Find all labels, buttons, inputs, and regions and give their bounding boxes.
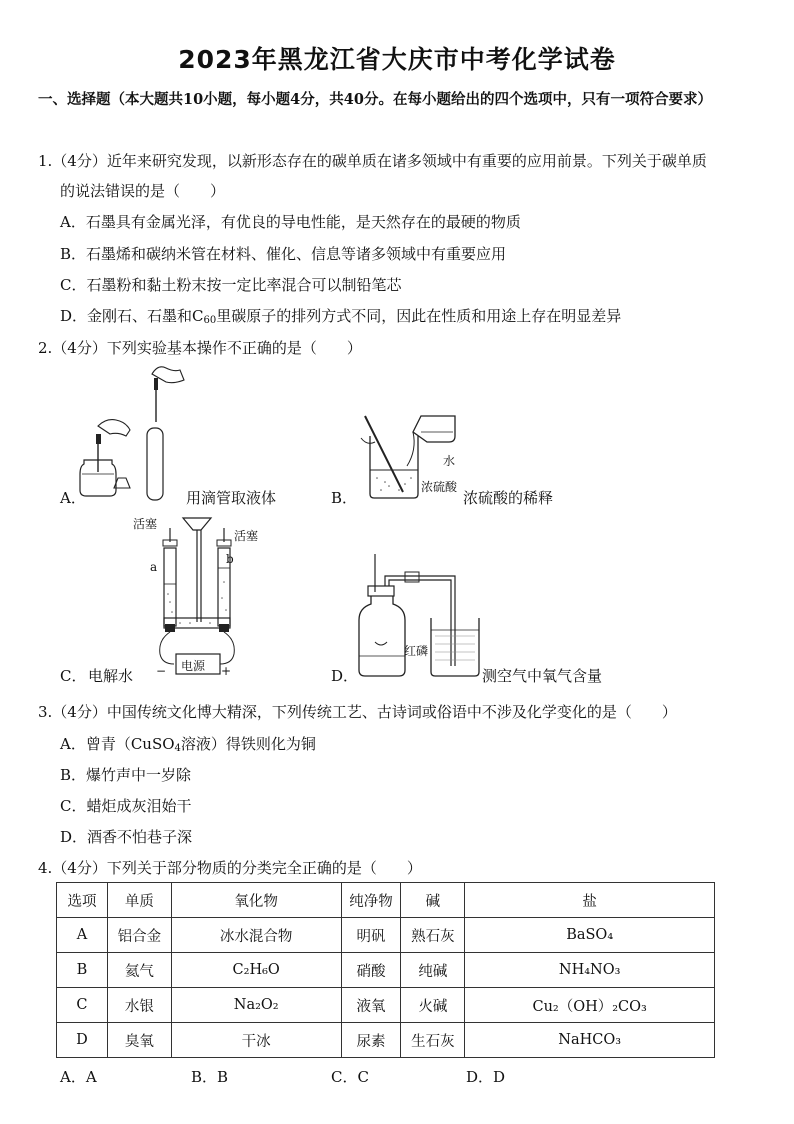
table-cell: BaSO₄ — [465, 918, 715, 953]
dropper-figure — [70, 360, 200, 505]
q2-option-a-letter: A． — [60, 489, 86, 507]
q2-option-a-caption: 用滴管取液体 — [186, 489, 277, 507]
q2-option-d-caption: 测空气中氧气含量 — [482, 667, 603, 685]
table-cell: 熟石灰 — [401, 918, 465, 953]
table-cell: B — [57, 953, 108, 988]
table-cell: NaHCO₃ — [465, 1023, 715, 1058]
q3-option-c: C．蜡炬成灰泪始干 — [60, 797, 192, 815]
table-cell: 水银 — [107, 988, 171, 1023]
classification-table — [56, 882, 715, 1058]
table-cell: 臭氧 — [107, 1023, 171, 1058]
q2-option-c-caption: 电解水 — [88, 667, 134, 685]
table-cell: Cu₂（OH）₂CO₃ — [465, 988, 715, 1023]
table-header: 选项 — [57, 883, 108, 918]
table-cell: 铝合金 — [107, 918, 171, 953]
table-header: 碱 — [401, 883, 465, 918]
oxygen-content-figure — [355, 552, 485, 684]
q4-answer-c: C．C — [331, 1068, 369, 1086]
table-row — [57, 918, 715, 953]
q1-option-c: C．石墨粉和黏土粉末按一定比率混合可以制铅笔芯 — [60, 276, 402, 294]
q1-stem-line1: 1.（4分）近年来研究发现，以新形态存在的碳单质在诸多领域中有重要的应用前景。下列关于碳单质 — [38, 152, 707, 170]
table-cell: 火碱 — [401, 988, 465, 1023]
q2-option-c-letter: C． — [60, 667, 87, 685]
label-power: 电源 — [181, 659, 206, 673]
table-row — [57, 988, 715, 1023]
q2-option-d-letter: D． — [331, 667, 359, 685]
q1-option-d-post: 里碳原子的排列方式不同，因此在性质和用途上存在明显差异 — [216, 307, 622, 325]
q1-option-d-pre: D．金刚石、石墨和C — [60, 307, 204, 325]
table-cell: 明矾 — [341, 918, 401, 953]
page-title: 2023年黑龙江省大庆市中考化学试卷 — [178, 45, 616, 74]
q1-option-a: A．石墨具有金属光泽，有优良的导电性能，是天然存在的最硬的物质 — [60, 213, 521, 231]
label-conc-acid: 浓硫酸 — [421, 480, 458, 494]
q3-option-a-post: 溶液）得铁则化为铜 — [180, 735, 316, 753]
q4-answer-a: A．A — [60, 1068, 97, 1086]
table-cell: A — [57, 918, 108, 953]
q2-option-b-caption: 浓硫酸的稀释 — [463, 489, 554, 507]
label-valve-right: 活塞 — [234, 529, 259, 543]
label-minus: − — [156, 664, 167, 678]
q1-option-d — [60, 305, 621, 326]
q4-answer-d: D．D — [466, 1068, 506, 1086]
table-cell: 液氧 — [341, 988, 401, 1023]
q3-option-a-pre: A．曾青（CuSO — [60, 735, 175, 753]
table-header-row — [57, 883, 715, 918]
table-cell: 冰水混合物 — [171, 918, 341, 953]
q1-option-d-sub: 60 — [203, 315, 217, 326]
table-cell: D — [57, 1023, 108, 1058]
table-cell: C₂H₆O — [171, 953, 341, 988]
q2-stem: 2.（4分）下列实验基本操作不正确的是（ ） — [38, 339, 362, 357]
table-cell: 纯碱 — [401, 953, 465, 988]
q3-option-b: B．爆竹声中一岁除 — [60, 766, 192, 784]
table-cell: 生石灰 — [401, 1023, 465, 1058]
q1-stem-line2: 的说法错误的是（ ） — [60, 182, 226, 200]
section-header: 一、选择题（本大题共10小题，每小题4分，共40分。在每小题给出的四个选项中，只有一项符合要求） — [38, 91, 712, 108]
table-header: 纯净物 — [341, 883, 401, 918]
q3-option-d: D．酒香不怕巷子深 — [60, 828, 193, 846]
q4-stem: 4.（4分）下列关于部分物质的分类完全正确的是（ ） — [38, 859, 422, 877]
q3-stem: 3.（4分）中国传统文化博大精深，下列传统工艺、古诗词或俗语中不涉及化学变化的是（ ） — [38, 703, 677, 721]
q3-option-a — [60, 733, 316, 754]
table-cell: C — [57, 988, 108, 1023]
table-row — [57, 953, 715, 988]
label-water: 水 — [443, 454, 456, 468]
label-plus: + — [221, 664, 232, 678]
table-cell: NH₄NO₃ — [465, 953, 715, 988]
q3-option-a-sub: 4 — [174, 743, 181, 754]
label-valve-left: 活塞 — [133, 517, 158, 531]
table-cell: 硝酸 — [341, 953, 401, 988]
label-tube-a: a — [150, 560, 158, 574]
table-header: 盐 — [465, 883, 715, 918]
table-row — [57, 1023, 715, 1058]
table-cell: Na₂O₂ — [171, 988, 341, 1023]
table-header: 氧化物 — [171, 883, 341, 918]
label-tube-b: b — [226, 552, 234, 566]
label-red-phosphorus: 红磷 — [404, 644, 429, 658]
q2-option-b-letter: B． — [331, 489, 358, 507]
table-header: 单质 — [107, 883, 171, 918]
table-cell: 干冰 — [171, 1023, 341, 1058]
table-cell: 尿素 — [341, 1023, 401, 1058]
q1-option-b: B．石墨烯和碳纳米管在材料、催化、信息等诸多领域中有重要应用 — [60, 245, 507, 263]
q4-answer-b: B．B — [191, 1068, 229, 1086]
table-cell: 氦气 — [107, 953, 171, 988]
